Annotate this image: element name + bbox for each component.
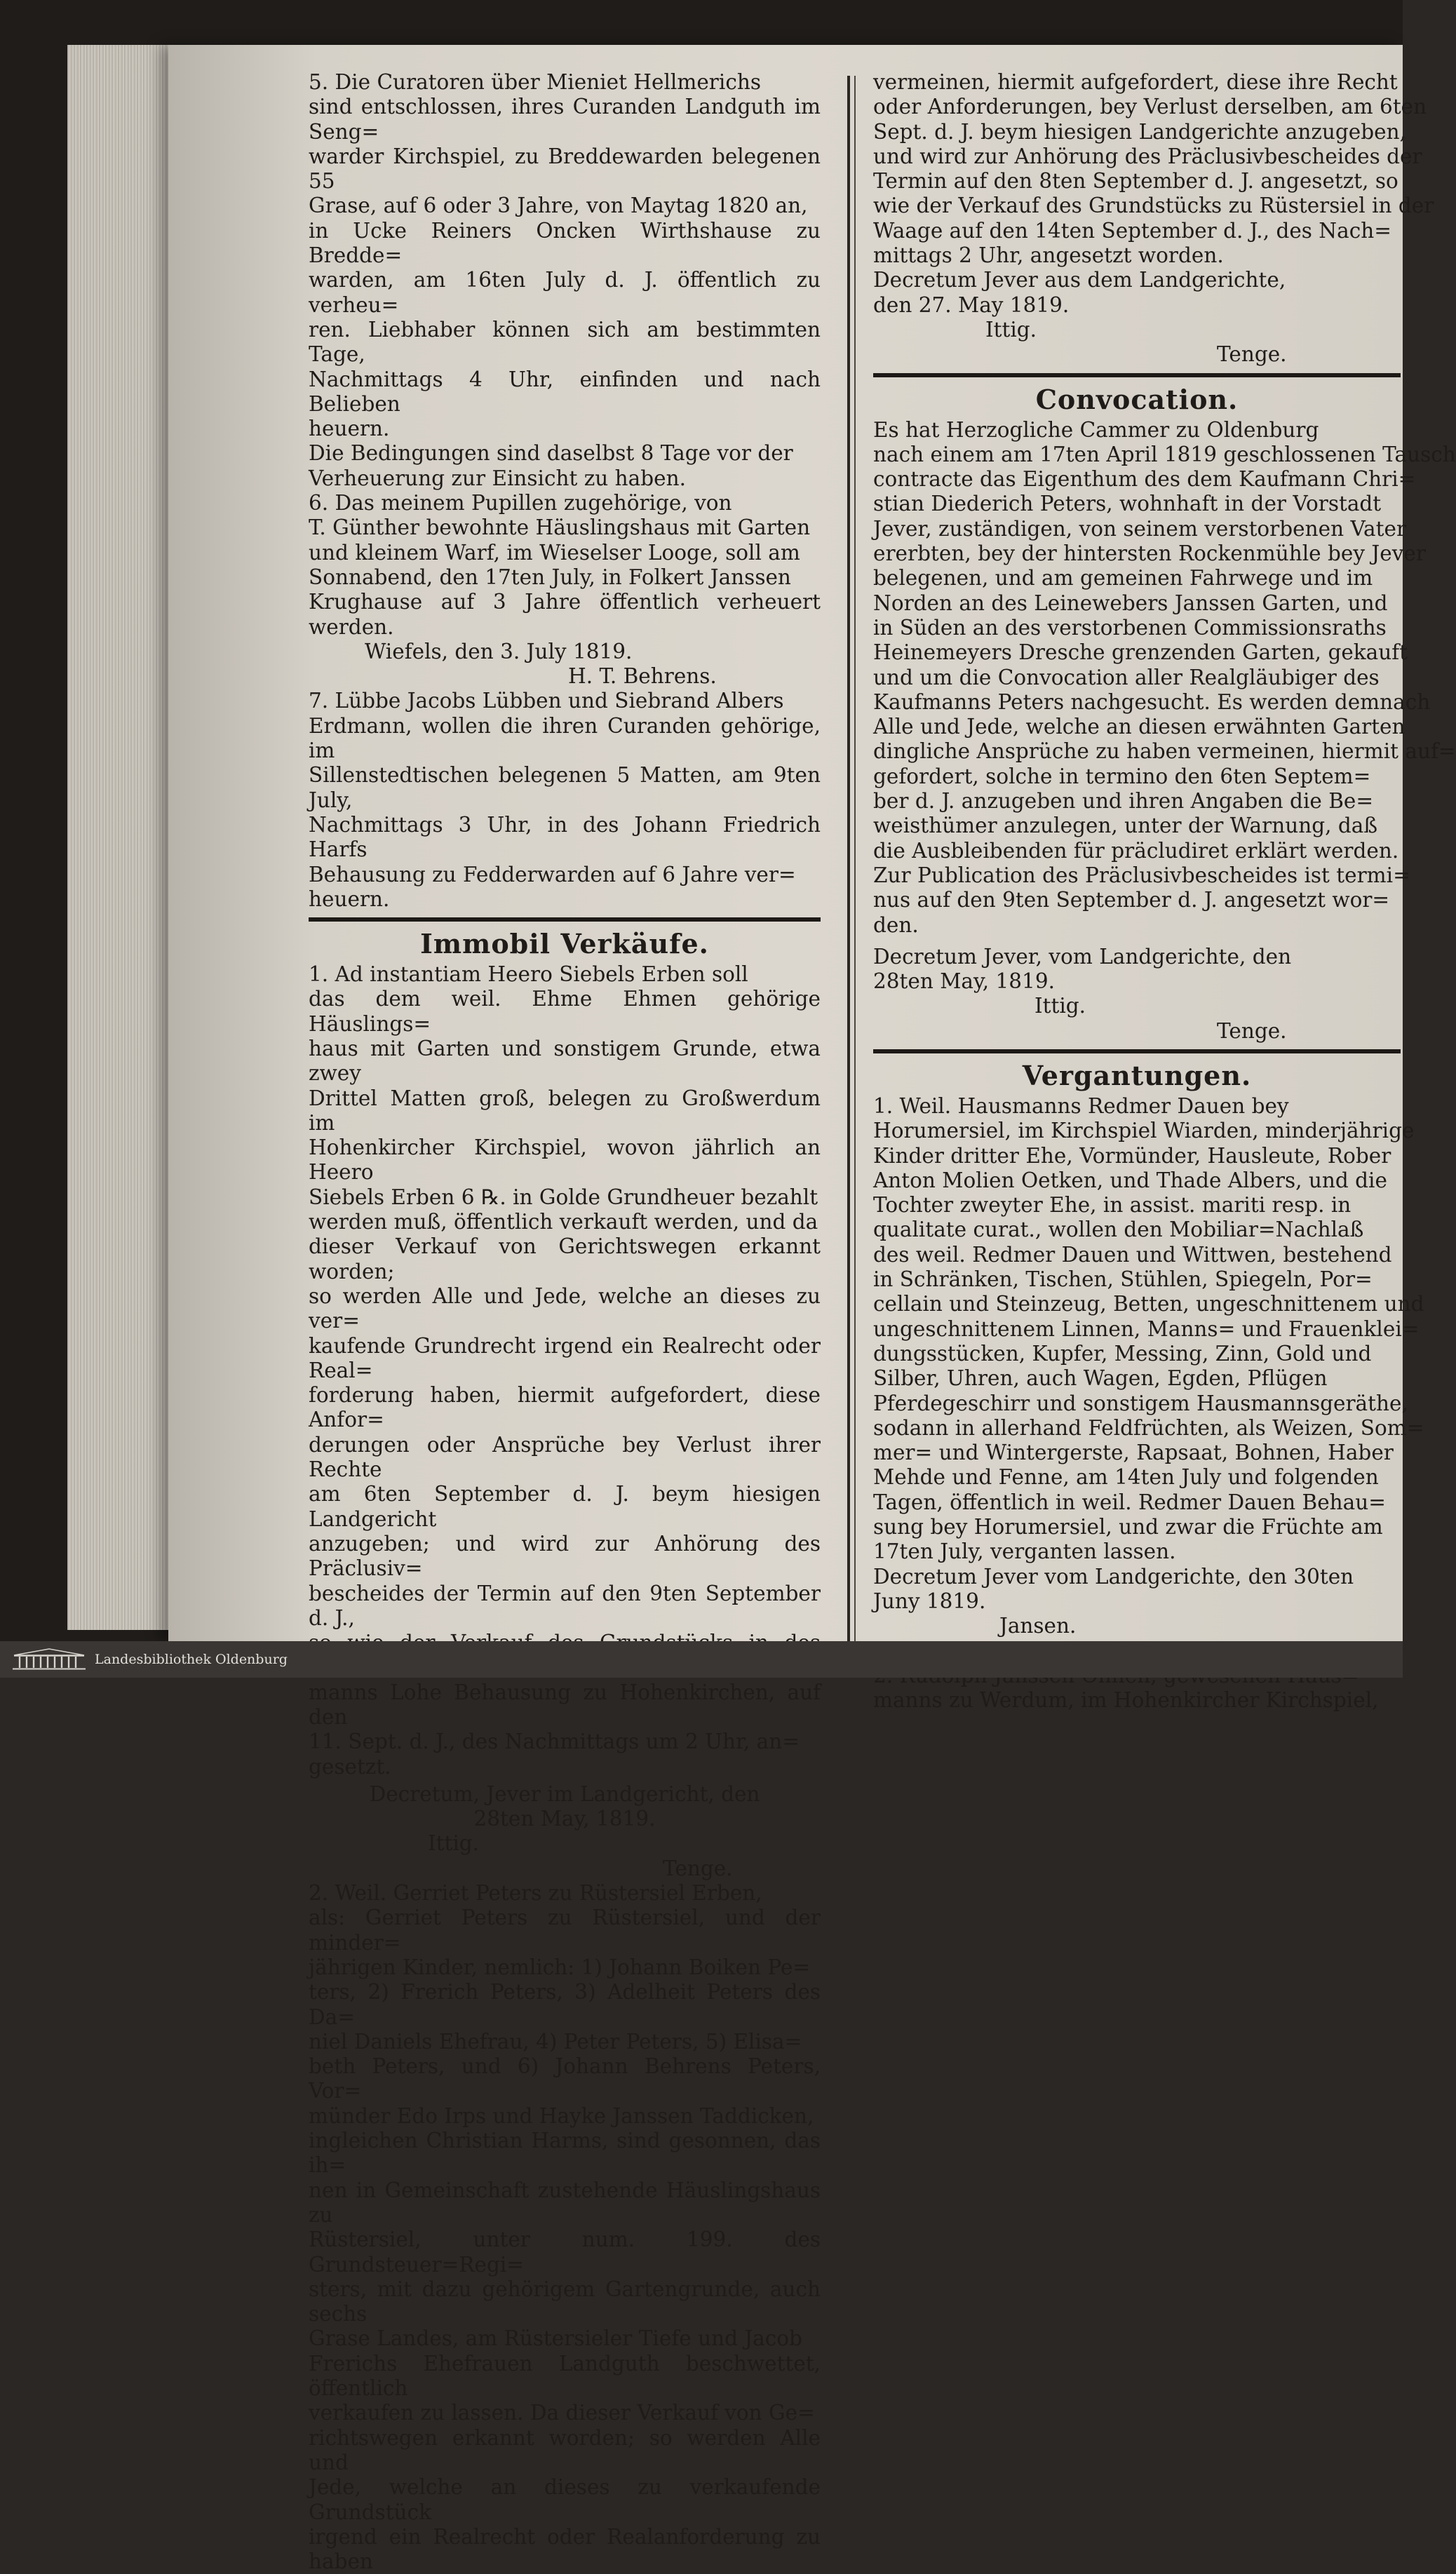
vergantung-notice-1: 1. Weil. Hausmanns Redmer Dauen bey Horumersiel, im Kirchspiel Wiarden, minderjährige Kinder dritter Ehe, Vormünder, Hausleute, Rober Anton Molien Oetken, und Thade Albers, und die Tochter zweyter Ehe, in assist. mariti resp. in qualitate curat., wollen den Mobiliar=Nachlaß des weil. Redmer Dauen und Wittwen, bestehend in Schränken, Tischen, Stühlen, Spiegeln, Por= cellain und Steinzeug, Betten, ungeschnittenem und ungeschnittenem Linnen, Manns= und Frauenklei= dungsstücken, Kupfer, Messing, Zinn, Gold und Silber, Uhren, auch Wagen, Egden, Pflügen Pferdegeschirr und sonstigem Hausmannsgeräthe, sodann in allerhand Feldfrüchten, als Weizen, Som= mer= und Wintergerste, Rapsaat, Bohnen, Haber Mehde und Fenne, am 14ten July und folgenden Tagen, öffentlich in weil. Redmer Dauen Behau= sung bey Horumersiel, und zwar die Früchte am 17ten July, verganten lassen.	[873, 1093, 1424, 1564]
continuation-decree: Decretum Jever aus dem Landgerichte, den 27. May 1819.	[873, 268, 1286, 317]
heading-convocation: Convocation.	[1035, 383, 1239, 415]
heading-immobil-verkaeufe: Immobil Verkäufe.	[420, 928, 709, 960]
column-divider	[847, 76, 850, 1647]
section-rule	[873, 1049, 1401, 1053]
section-rule	[309, 917, 821, 922]
notice-6: 6. Das meinem Pupillen zugehörige, von T. Günther bewohnte Häuslingshaus mit Garten und kleinem Warf, im Wieselser Looge, soll am Sonnabend, den 17ten July, in Folkert Janssen Krughause auf 3 Jahre öffentlich verheuert werden.	[309, 491, 821, 639]
vergantung-1-signature-jansen: Jansen.	[999, 1614, 1077, 1638]
continuation-signature-tenge: Tenge.	[1217, 342, 1287, 367]
convocation-notice: Es hat Herzogliche Cammer zu Oldenburg nach einem am 17ten April 1819 geschlossenen Tausch contracte das Eigenthum des dem Kaufmann Chri= stian Diederich Peters, wohnhaft in der Vorstadt Jever, zuständigen, von seinem verstorbenen Vater ererbten, bey der hintersten Rockenmühle bey Jever belegenen, und am gemeinen Fahrwege und im Norden an des Leinewebers Janssen Garten, und in Süden an des verstorbenen Commissionsraths Heinemeyers Dresche grenzenden Garten, gekauft und um die Convocation aller Realgläubiger des Kaufmanns Peters nachgesucht. Es werden demnach Alle und Jede, welche an diesen erwähnten Garten dingliche Ansprüche zu haben vermeinen, hiermit auf= gefordert, solche in termino den 6ten Septem= ber d. J. anzugeben und ihren Angaben die Be= weisthümer anzulegen, unter der Warnung, daß die Ausbleibenden für präcludiret erklärt werden. Zur Publication des Präclusivbescheides ist termi= nus auf den 9ten September d. J. angesetzt wor= den.	[873, 417, 1456, 937]
vergantung-notice-2: manns zu Werdum, im Hohenkircher Kirchspiel,	[873, 1688, 1379, 1713]
continuation-notice: vermeinen, hiermit aufgefordert, diese ihre Recht oder Anforderungen, bey Verlust derselben, am 6ten Sept. d. J. beym hiesigen Landgerichte anzugeben, und wird zur Anhörung des Präclusivbescheides der Termin auf den 8ten September d. J. angesetzt, so wie der Verkauf des Grundstücks zu Rüstersiel in der Waage auf den 14ten September d. J., des Nach= mittags 2 Uhr, angesetzt worden.	[873, 70, 1434, 268]
immobil-notice-1: 1. Ad instantiam Heero Siebels Erben soll das dem weil. Ehme Ehmen gehörige Häuslings= haus mit Garten und sonstigem Grunde, etwa zwey Drittel Matten groß, belegen zu Großwerdum im Hohenkircher Kirchspiel, wovon jährlich an Heero Siebels Erben 6 ℞. in Golde Grundheuer bezahlt werden muß, öffentlich verkauft werden, und da dieser Verkauf von Gerichtswegen erkannt worden; so werden Alle und Jede, welche an dieses zu ver= kaufende Grundrecht irgend ein Realrecht oder Real= forderung haben, hiermit aufgefordert, diese Anfor= derungen oder Ansprüche bey Verlust ihrer Rechte am 6ten September d. J. beym hiesigen Landgericht anzugeben; und wird zur Anhörung des Präclusiv= bescheides der Termin auf den 9ten September d. J., manns Lohe Behausung zu Hohenkirchen, auf den 11. Sept. d. J., des Nachmittags um 2 Uhr, an= gesetzt.	[309, 962, 821, 1779]
convocation-signature-tenge: Tenge.	[1217, 1018, 1287, 1043]
notice-6-signature: H. T. Behrens.	[568, 664, 717, 689]
immobil-1-decree: Decretum, Jever im Landgericht, den 28ten May, 1819.	[369, 1781, 760, 1831]
notice-5-conditions: Die Bedingungen sind daselbst 8 Tage vor der Verheuerung zur Einsicht zu haben.	[309, 441, 793, 490]
immobil-1-signature-ittig: Ittig.	[428, 1831, 480, 1856]
left-column	[309, 70, 821, 2574]
immobil-notice-2: 2. Weil. Gerriet Peters zu Rüstersiel Erben, als: Gerriet Peters zu Rüstersiel, und der minder= jährigen Kinder, nemlich: 1) Johann Boiken Pe= ters, 2) Frerich Peters, 3) Adelheit Peters des Da= niel Daniels Ehefrau, 4) Peter Peters, 5) Elisa= beth Peters, und 6) Johann Behrens Peters, Vor= münder Edo Irps und Hayke Janssen Taddicken, ingleichen Christian Harms, sind gesonnen, das ih= nen in Gemeinschaft zustehende Häuslingshaus zu Rüstersiel, unter num. 199. des Grundsteuer=Regi= sters, mit dazu gehörigem Gartengrunde, auch sechs Grase Landes, am Rüstersieler Tiefe und Jacob Frerichs Ehefrauen Landguth beschwettet, öffentlich verkaufen zu lassen. Da dieser Verkauf von Ge= richtswegen erkannt worden; so werden Alle und Jede, welche an dieses zu verkaufende Grundstück irgend ein Realrecht oder Realanforderung zu haben	[309, 1881, 821, 2574]
heading-vergantungen: Vergantungen.	[1022, 1059, 1252, 1091]
library-name: Landesbibliothek Oldenburg	[95, 1652, 288, 1667]
library-building-icon	[11, 1648, 87, 1671]
footer-bar	[0, 1641, 1403, 1678]
vergantung-1-decree: Decretum Jever vom Landgerichte, den 30ten Juny 1819.	[873, 1564, 1354, 1613]
right-column	[873, 70, 1456, 1713]
column-divider-thin	[854, 76, 856, 1647]
notice-6-place-date: Wiefels, den 3. July 1819.	[365, 639, 633, 663]
immobil-1-signature-tenge: Tenge.	[663, 1856, 733, 1880]
notice-7: 7. Lübbe Jacobs Lübben und Siebrand Albers Erdmann, wollen die ihren Curanden gehörige, im Sillenstedtischen belegenen 5 Matten, am 9ten July, Nachmittags 3 Uhr, in des Johann Friedrich Harfs Behausung zu Fedderwarden auf 6 Jahre ver= heuern.	[309, 689, 821, 911]
section-rule	[873, 373, 1401, 377]
notice-5: 5. Die Curatoren über Mieniet Hellmerichs sind entschlossen, ihres Curanden Landguth im Seng= warder Kirchspiel, zu Breddewarden belegenen 55 Grase, auf 6 oder 3 Jahre, von Maytag 1820 an, in Ucke Reiners Oncken Wirthshause zu Bredde= warden, am 16ten July d. J. öffentlich zu verheu= ren. Liebhaber können sich am bestimmten Tage, Nachmittags 4 Uhr, einfinden und nach Belieben heuern.	[309, 70, 821, 441]
continuation-signature-ittig: Ittig.	[985, 317, 1037, 342]
convocation-decree: Decretum Jever, vom Landgerichte, den 28ten May, 1819.	[873, 944, 1292, 994]
convocation-signature-ittig: Ittig.	[1034, 994, 1086, 1018]
